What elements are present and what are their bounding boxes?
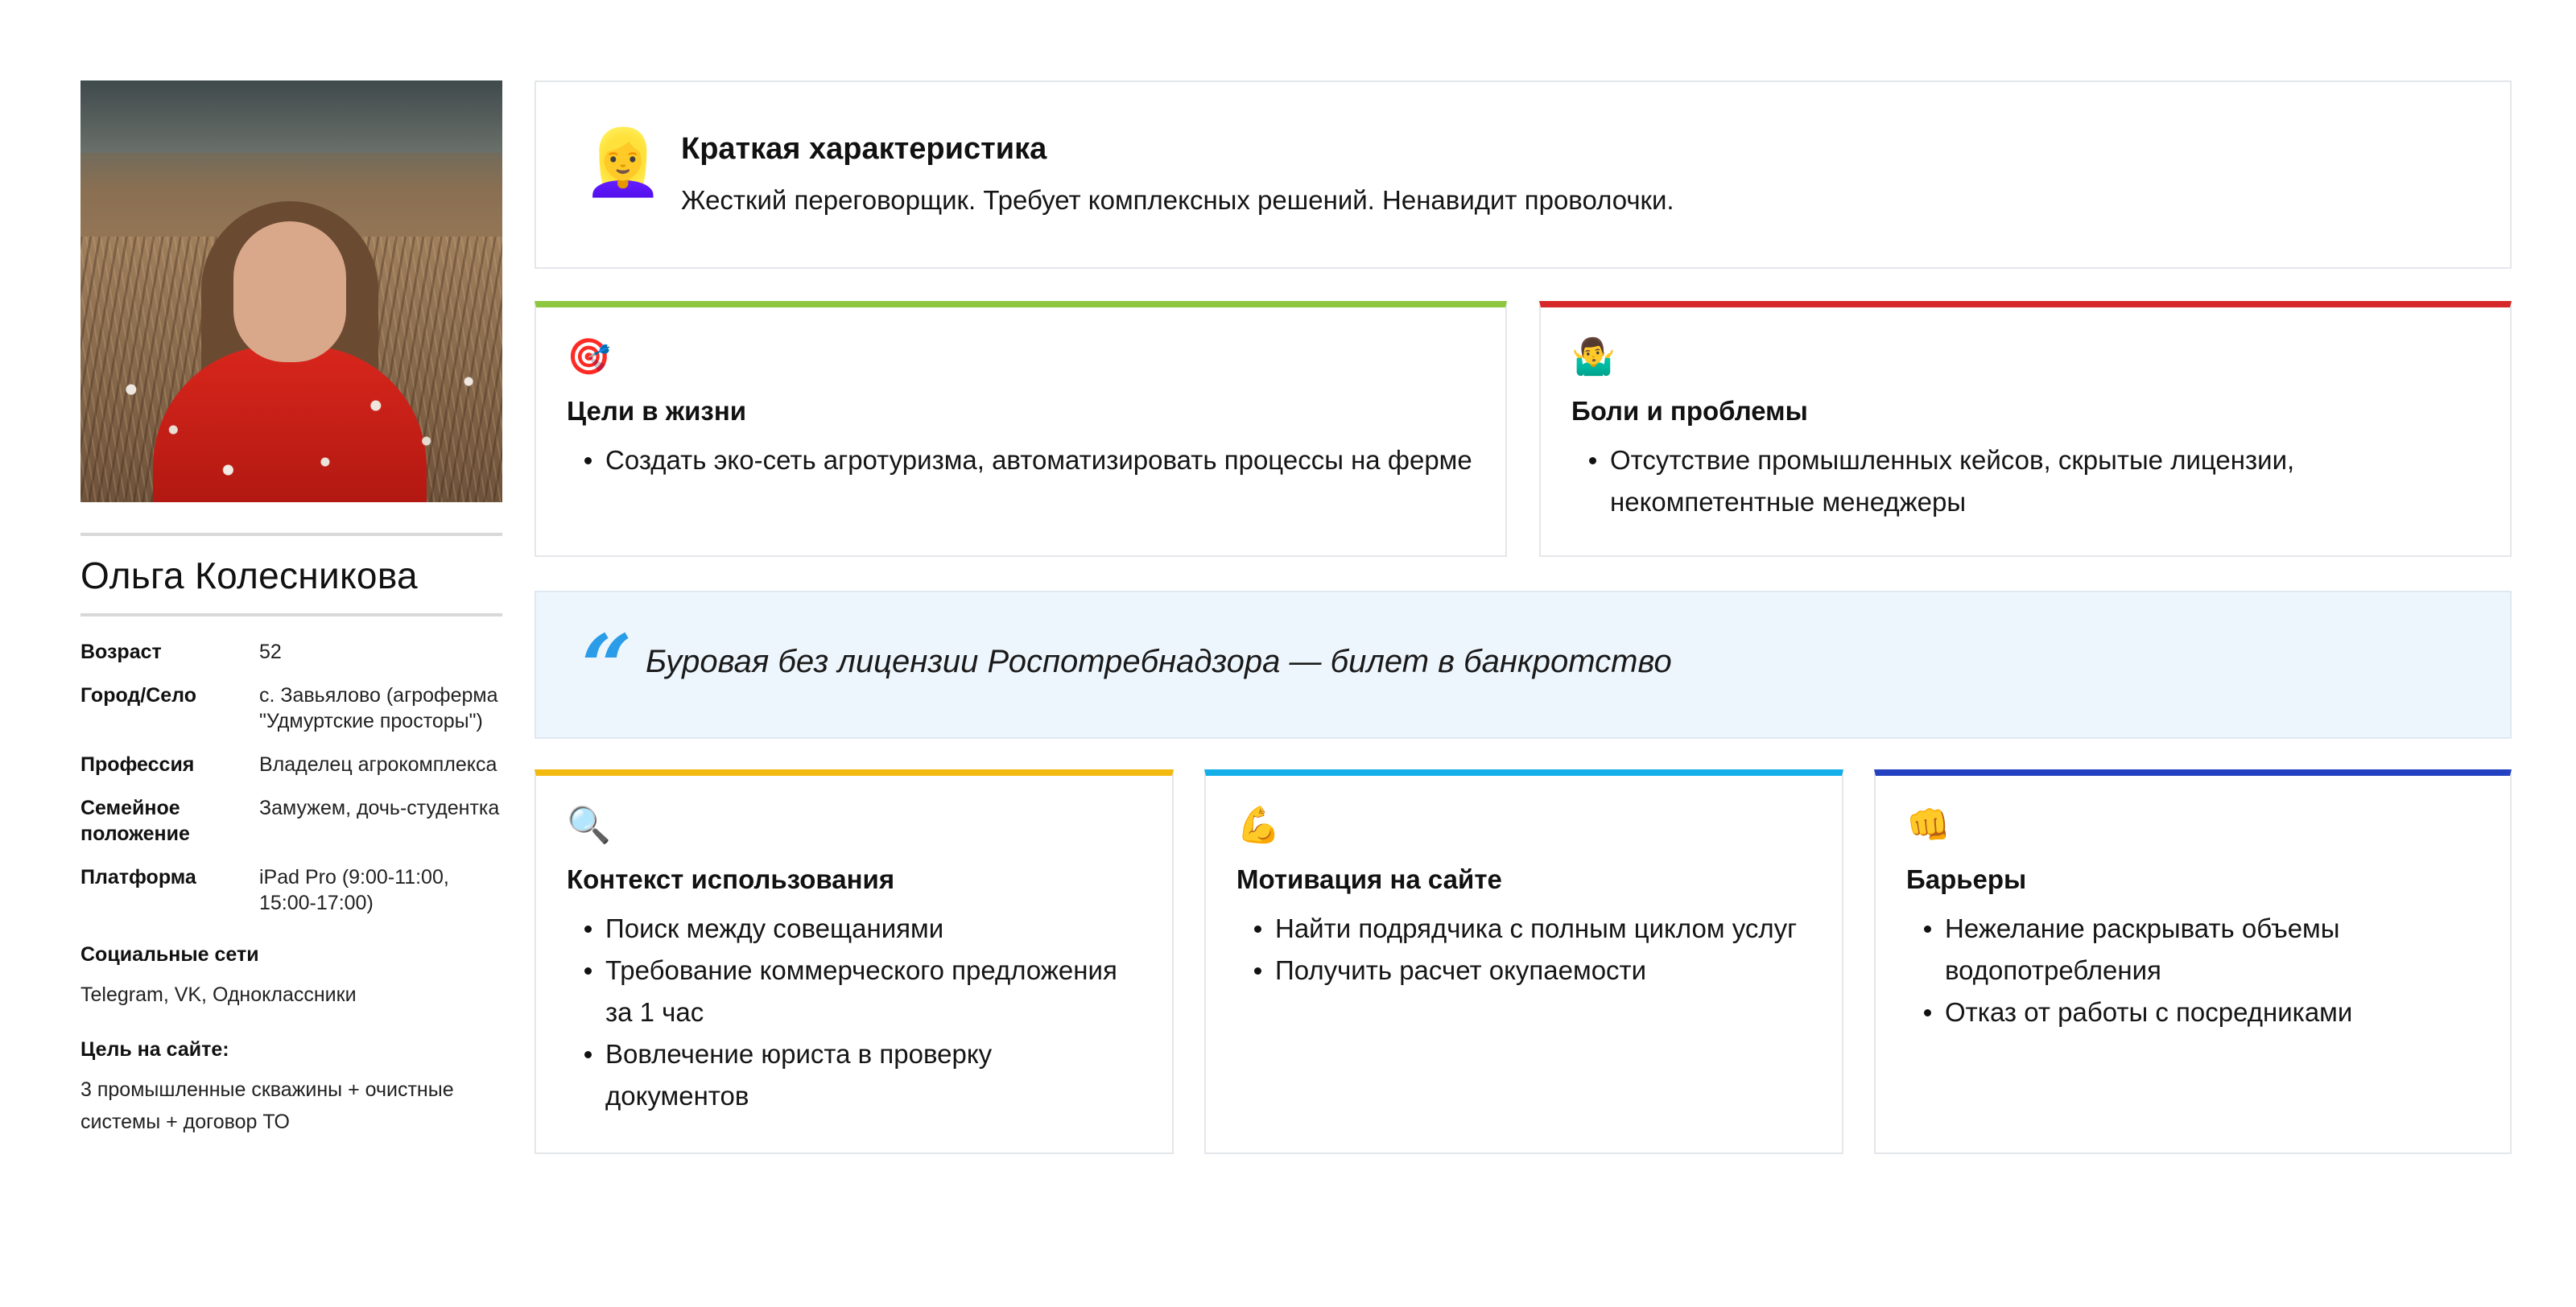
quote-text: Буровая без лицензии Роспотребнадзора — билет в банкротство: [646, 644, 1672, 679]
goal-value: 3 промышленные скважины + очистные системы + договор ТО: [80, 1078, 454, 1133]
info-row-family: [80, 795, 502, 847]
woman-icon: 👱‍♀️: [583, 126, 663, 198]
info-value: Замужем, дочь-студентка: [259, 797, 500, 819]
goals-card: [535, 301, 1507, 557]
context-list: [567, 908, 1141, 1117]
person-name: Ольга Колесникова: [80, 555, 418, 596]
list-item: Отсутствие промышленных кейсов, скрытые лицензии, некомпетентные менеджеры: [1571, 439, 2479, 523]
card-title: Цели в жизни: [567, 396, 747, 426]
list-item: Создать эко-сеть агротуризма, автоматизировать процессы на ферме: [567, 439, 1475, 481]
shrug-icon: 🤷‍♂️: [1571, 337, 1616, 377]
info-value: с. Завьялово (агроферма "Удмуртские просторы"): [259, 684, 498, 732]
info-label: Платформа: [80, 866, 196, 889]
pains-card: [1539, 301, 2512, 557]
quote-block: [535, 591, 2512, 739]
list-item: Нежелание раскрывать объемы водопотребления: [1906, 908, 2479, 992]
motivation-list: [1236, 908, 1811, 992]
muscle-icon: 💪: [1236, 806, 1281, 845]
info-value: 52: [259, 641, 282, 663]
profile-photo: [80, 80, 502, 502]
list-item: Требование коммерческого предложения за 1 час: [567, 950, 1141, 1033]
profile-column: [80, 80, 502, 1138]
pains-list: [1571, 439, 2479, 523]
info-value: iPad Pro (9:00-11:00, 15:00-17:00): [259, 866, 449, 914]
quote-mark-icon: “: [581, 615, 633, 719]
target-icon: 🎯: [567, 337, 611, 377]
info-row-platform: [80, 864, 502, 916]
barriers-list: [1906, 908, 2479, 1033]
goals-list: [567, 439, 1475, 481]
list-item: Вовлечение юриста в проверку документов: [567, 1033, 1141, 1117]
card-title: Контекст использования: [567, 864, 895, 894]
info-row-city: [80, 682, 502, 734]
summary-card: [535, 80, 2512, 269]
list-item: Отказ от работы с посредниками: [1906, 992, 2479, 1033]
info-value: Владелец агрокомплекса: [259, 753, 497, 776]
info-row-profession: [80, 752, 502, 777]
info-label: Семейное положение: [80, 797, 190, 845]
barriers-card: [1874, 769, 2512, 1154]
fist-icon: 👊: [1906, 806, 1951, 845]
card-title: Мотивация на сайте: [1236, 864, 1502, 894]
social-title: Социальные сети: [80, 943, 259, 966]
info-row-age: [80, 639, 502, 665]
summary-text: Жесткий переговорщик. Требует комплексных решений. Ненавидит проволочки.: [681, 185, 1674, 215]
divider: [80, 613, 502, 616]
list-item: Получить расчет окупаемости: [1236, 950, 1811, 992]
list-item: Найти подрядчика с полным циклом услуг: [1236, 908, 1811, 950]
goal-title: Цель на сайте:: [80, 1038, 229, 1061]
card-title: Барьеры: [1906, 864, 2027, 894]
info-label: Возраст: [80, 641, 162, 663]
motivation-card: [1204, 769, 1843, 1154]
magnifier-icon: 🔍: [567, 806, 611, 845]
profile-info: [80, 639, 502, 916]
summary-title: Краткая характеристика: [681, 132, 1047, 166]
info-label: Город/Село: [80, 684, 197, 707]
info-label: Профессия: [80, 753, 195, 776]
card-title: Боли и проблемы: [1571, 396, 1808, 426]
list-item: Поиск между совещаниями: [567, 908, 1141, 950]
context-card: [535, 769, 1174, 1154]
social-value: Telegram, VK, Одноклассники: [80, 983, 357, 1006]
